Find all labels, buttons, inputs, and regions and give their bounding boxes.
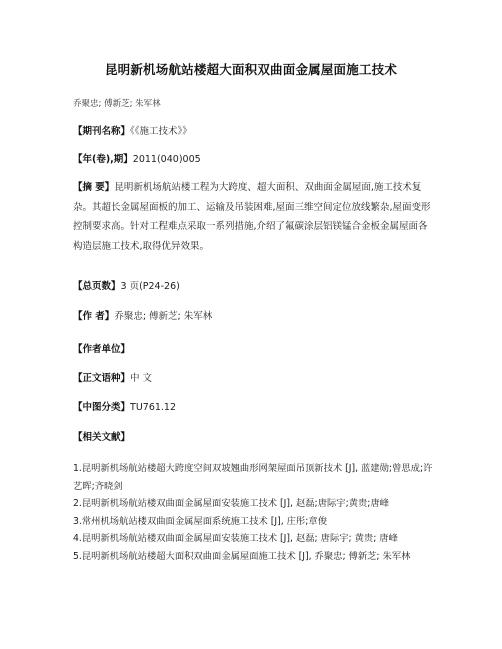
related-list — [73, 460, 433, 565]
related-label: 【相关文献】 — [73, 432, 131, 443]
pages-label: 【总页数】 — [73, 281, 121, 292]
affiliation-label: 【作者单位】 — [73, 344, 131, 355]
related-item[interactable]: 2.昆明新机场航站楼双曲面金属屋面安装施工技术 [J], 赵磊;唐际宇;黄贵;唐峰 — [73, 498, 390, 509]
journal-value: 《《施工技术》》 — [130, 126, 192, 137]
language-label: 【正文语种】 — [73, 373, 131, 384]
author-field — [73, 307, 433, 326]
related-item[interactable]: 4.昆明新机场航站楼双曲面金属屋面安装施工技术 [J], 赵磊; 唐际宇; 黄贵; 唐峰 — [73, 533, 398, 544]
journal-field — [73, 122, 433, 141]
related-item[interactable]: 5.昆明新机场航站楼超大面积双曲面金属屋面施工技术 [J], 乔聚忠; 傅新芝; 朱军林 — [73, 550, 411, 562]
classification-field — [73, 398, 433, 417]
classification-value: TU761.12 — [130, 402, 177, 413]
document-title: 昆明新机场航站楼超大面积双曲面金属屋面施工技术 — [104, 62, 398, 77]
related-item[interactable]: 3.常州机场航站楼双曲面金属屋面系统施工技术 [J], 庄彤;章俊 — [73, 515, 327, 527]
abstract-field — [73, 178, 433, 256]
affiliation-field — [73, 340, 433, 359]
classification-label: 【中图分类】 — [73, 402, 131, 413]
pages-field — [73, 277, 433, 296]
abstract-label: 【摘 要】 — [73, 182, 115, 193]
abstract-value: 昆明新机场航站楼工程为大跨度、超大面积、双曲面金属屋面,施工技术复杂。其超长金属屋面板的加工、运输及吊装困难,屋面三维空间定位放线繁杂,屋面变形控制要求高。针对工程难点采取一系列措施,介绍了氟碳涂层铝镁锰合金板金属屋面各构造层施工技术,取得优异效果。 — [73, 182, 431, 252]
year-issue-field — [73, 150, 433, 169]
related-field — [73, 428, 433, 447]
pages-value: 3 页(P24-26) — [120, 281, 180, 292]
year-issue-label: 【年(卷),期】 — [73, 154, 133, 165]
author-value: 乔聚忠; 傅新芝; 朱军林 — [114, 311, 213, 322]
year-issue-value: 2011(040)005 — [132, 154, 201, 165]
language-field — [73, 369, 433, 388]
authors-line: 乔聚忠; 傅新芝; 朱军林 — [73, 99, 161, 109]
language-value: 中 文 — [130, 373, 153, 384]
author-label: 【作 者】 — [73, 311, 115, 322]
journal-label: 【期刊名称】 — [73, 126, 131, 137]
related-item[interactable]: 1.昆明新机场航站楼超大跨度空间双坡翘曲形网架屋面吊顶新技术 [J], 蓝建勋;曾思成;许艺晖;齐晓剑 — [73, 463, 433, 492]
